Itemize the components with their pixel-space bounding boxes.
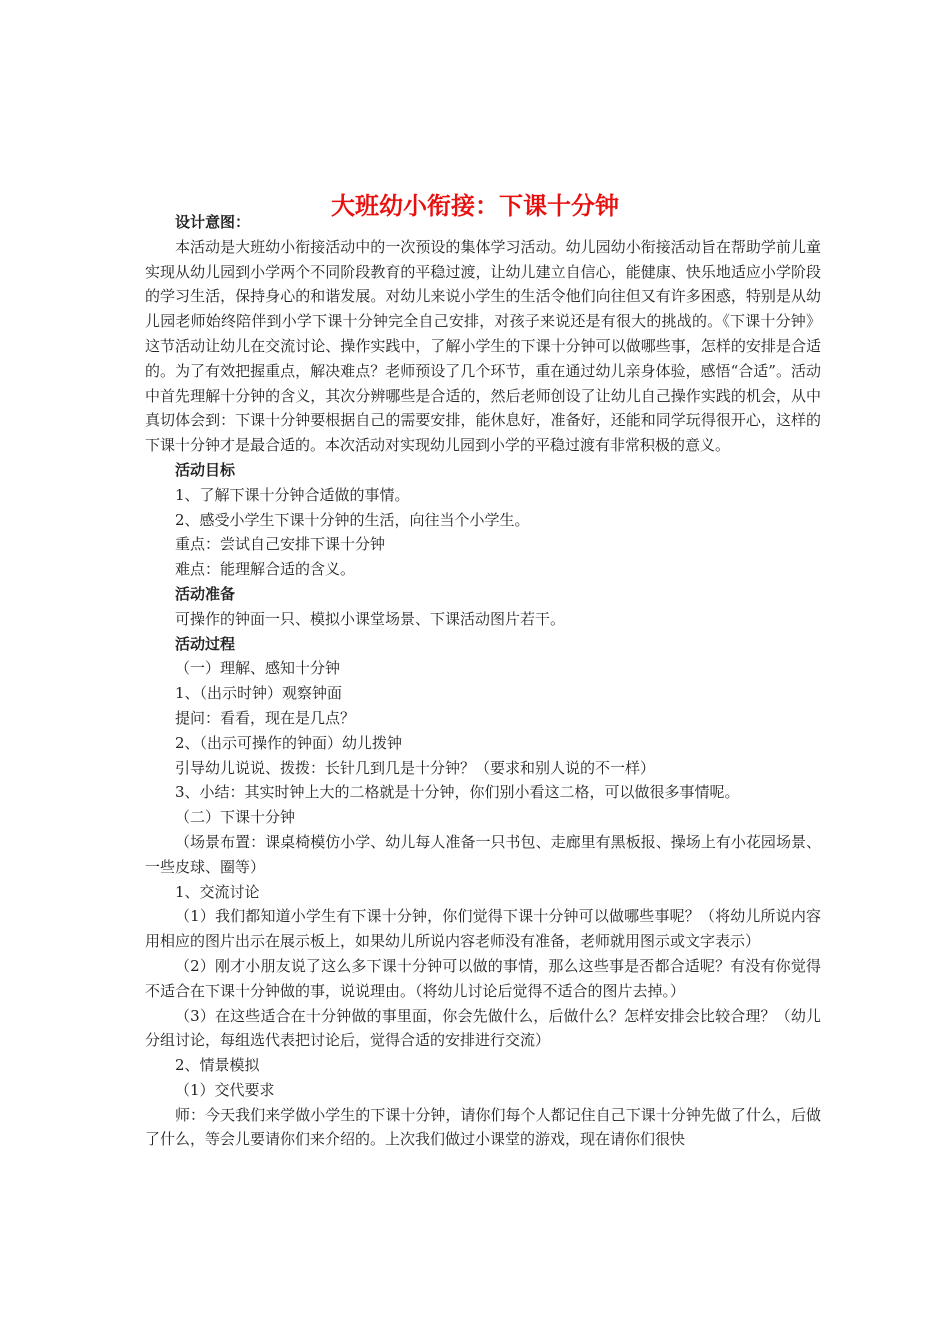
paragraph: 2、（出示可操作的钟面）幼儿拨钟: [175, 733, 403, 752]
paragraph: 重点：尝试自己安排下课十分钟: [175, 535, 386, 554]
paragraph: （3）在这些适合在十分钟做的事里面，你会先做什么，后做什么？怎样安排会比较合理？（幼儿分组讨论，每组选代表把讨论后，觉得合适的安排进行交流）: [145, 1006, 821, 1050]
paragraph: 本活动是大班幼小衔接活动中的一次预设的集体学习活动。幼儿园幼小衔接活动旨在帮助学前儿童实现从幼儿园到小学两个不同阶段教育的平稳过渡，让幼儿建立自信心，能健康、快乐地适应小学阶段的学习生活，保持身心的和谐发展。对幼儿来说小学生的生活令他们向往但又有许多困惑，特别是从幼儿园老师始终陪伴到小学下课十分钟完全自己安排，对孩子来说还是有很大的挑战的。《下课十分钟》这节活动让幼儿在交流讨论、操作实践中，了解小学生的下课十分钟可以做哪些事，怎样的安排是合适的。为了有效把握重点，解决难点？老师预设了几个环节，重在通过幼儿亲身体验，感悟“合适”。活动中首先理解十分钟的含义，其次分辨哪些是合适的，然后老师创设了让幼儿自己操作实践的机会，从中真切体会到：下课十分钟要根据自己的需要安排，能休息好，准备好，还能和同学玩得很开心，这样的下课十分钟才是最合适的。本次活动对实现幼儿园到小学的平稳过渡有非常积极的意义。: [145, 237, 821, 455]
section-heading: 活动准备: [175, 584, 236, 603]
paragraph: 1、了解下课十分钟合适做的事情。: [175, 485, 410, 504]
paragraph: 1、（出示时钟）观察钟面: [175, 684, 343, 703]
paragraph: 引导幼儿说说、拨拨：长针几到几是十分钟？（要求和别人说的不一样）: [175, 758, 656, 777]
paragraph: （场景布置：课桌椅模仿小学、幼儿每人准备一只书包、走廊里有黑板报、操场上有小花园场景、一些皮球、圈等）: [145, 832, 821, 876]
paragraph: 师：今天我们来学做小学生的下课十分钟，请你们每个人都记住自己下课十分钟先做了什么，后做了什么，等会儿要请你们来介绍的。上次我们做过小课堂的游戏，现在请你们很快: [145, 1105, 821, 1149]
paragraph: 可操作的钟面一只、模拟小课堂场景、下课活动图片若干。: [175, 609, 566, 628]
section-heading: 设计意图：: [175, 213, 251, 231]
paragraph: 1、交流讨论: [175, 882, 260, 901]
paragraph: （2）刚才小朋友说了这么多下课十分钟可以做的事情，那么这些事是否都合适呢？有没有你觉得不适合在下课十分钟做的事，说说理由。（将幼儿讨论后觉得不适合的图片去掉。）: [145, 956, 821, 1000]
section-heading: 活动目标: [175, 460, 236, 479]
paragraph: 2、情景模拟: [175, 1056, 260, 1075]
paragraph: 2、感受小学生下课十分钟的生活，向往当个小学生。: [175, 510, 530, 529]
document-title: 大班幼小衔接：下课十分钟: [331, 192, 619, 221]
paragraph: （二）下课十分钟: [175, 808, 296, 827]
paragraph: 提问：看看，现在是几点？: [175, 708, 356, 727]
paragraph: （一）理解、感知十分钟: [175, 659, 341, 678]
document-body: [145, 210, 821, 1152]
paragraph: （1）交代要求: [175, 1080, 275, 1099]
paragraph: 3、小结：其实时钟上大的二格就是十分钟，你们别小看这二格，可以做很多事情呢。: [175, 783, 740, 802]
paragraph: （1）我们都知道小学生有下课十分钟，你们觉得下课十分钟可以做哪些事呢？（将幼儿所说内容用相应的图片出示在展示板上，如果幼儿所说内容老师没有准备，老师就用图示或文字表示）: [145, 907, 821, 951]
section-heading: 活动过程: [175, 634, 236, 653]
paragraph: 难点：能理解合适的含义。: [175, 560, 356, 579]
